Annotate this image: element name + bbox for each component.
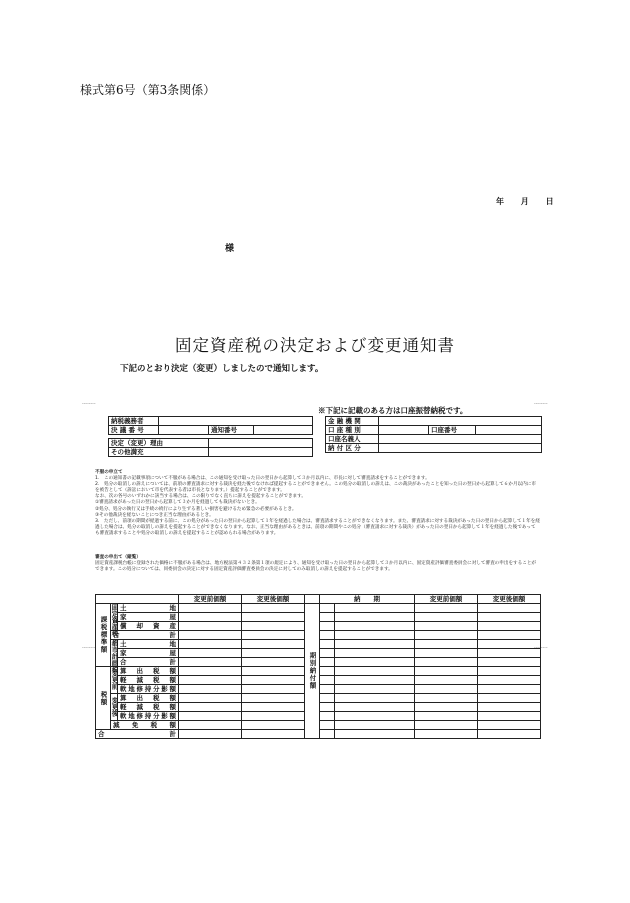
row-label: 軽 減 税 額 — [118, 676, 179, 685]
date-day: 日 — [545, 196, 555, 206]
cell — [242, 676, 305, 685]
cell — [320, 649, 335, 658]
right-fold-mark: -------- — [534, 401, 548, 407]
appeal-notes — [95, 470, 540, 537]
cell — [179, 640, 242, 649]
cell — [415, 631, 478, 640]
left-fold-mark-2: -------- — [82, 645, 96, 651]
row-label: 土 地 — [118, 640, 179, 649]
row-label: 軽 減 税 額 — [118, 703, 179, 712]
taxpayer-label: 納税義務者 — [109, 417, 159, 426]
cell — [320, 622, 335, 631]
other-value — [209, 448, 313, 457]
cell — [242, 622, 305, 631]
cell — [335, 658, 415, 667]
cell — [320, 667, 335, 676]
cell — [335, 721, 415, 730]
cell — [415, 712, 478, 721]
header-blank — [96, 595, 179, 604]
holder-value — [379, 435, 542, 444]
date-month: 月 — [520, 196, 530, 206]
cell — [415, 613, 478, 622]
cell — [320, 640, 335, 649]
date-line — [496, 196, 567, 207]
row-label: 合 計 — [118, 658, 179, 667]
cell — [179, 622, 242, 631]
cell — [415, 676, 478, 685]
cell — [335, 631, 415, 640]
form-reference: 様式第6号（第3条関係） — [80, 83, 216, 97]
addressee-suffix: 様 — [225, 244, 235, 254]
taxpayer-value — [159, 417, 313, 426]
cell — [242, 667, 305, 676]
cell — [478, 631, 541, 640]
row-label: 償 却 資 産 — [118, 622, 179, 631]
cell — [320, 703, 335, 712]
cell — [415, 694, 478, 703]
cell — [242, 694, 305, 703]
cell — [415, 622, 478, 631]
account-type-value — [379, 426, 429, 435]
holder-label: 口座名義人 — [326, 435, 379, 444]
cell — [242, 631, 305, 640]
cell — [415, 640, 478, 649]
cell — [335, 676, 415, 685]
cell — [242, 649, 305, 658]
col-after-header: 変更後価額 — [242, 595, 305, 604]
appeal-item: 1. この通知書の記載事項について不服がある場合は、この通知を受け取った日の翌日から起算して３か月以内に、市長に対して審査請求をすることができます。 — [95, 476, 430, 482]
cell — [478, 730, 541, 739]
cell — [242, 658, 305, 667]
row-label: 合 計 — [111, 631, 179, 640]
row-label: 軟地修持分影額 — [118, 685, 179, 694]
cell — [320, 604, 335, 613]
cell — [335, 604, 415, 613]
cell — [415, 667, 478, 676]
levy-no-label: 決 議 番 号 — [109, 426, 159, 435]
cell — [335, 730, 415, 739]
cell — [242, 685, 305, 694]
appeal-item: 2. 処分の取消しの訴えについては、前項の審査請求に対する裁決を経た後でなければ提起することができません。この処分の取消しの訴えは、この裁決があったことを知った日の翌日から起算して６か月以内に市を被告として（訴訟において市を代表する者は市長となります。）提起することができます。 — [95, 482, 536, 494]
bank-value — [379, 417, 542, 426]
notice-subtitle: 下記のとおり決定（変更）しましたので通知します。 — [120, 364, 324, 374]
cell — [335, 685, 415, 694]
cell — [242, 712, 305, 721]
appeal-item: ①審査請求があった日の翌日から起算して３か月を経過しても裁決がないとき。 — [95, 500, 260, 506]
col-period-header: 納 期 — [320, 595, 415, 604]
appeal-heading: 不服の申立て — [95, 470, 123, 475]
col-after2-header: 変更後価額 — [478, 595, 541, 604]
cell — [320, 694, 335, 703]
sub-fixed-asset: 固定資産税 — [110, 604, 119, 637]
sub-after: 変更後 — [111, 694, 118, 721]
notice-title: 固定資産税の決定および変更通知書 — [175, 336, 455, 355]
cell — [415, 649, 478, 658]
review-heading: 審査の申出て（縦覧） — [95, 555, 141, 560]
cell — [478, 622, 541, 631]
appeal-item: ③その他裁決を経ないことにつき正当な理由があるとき。 — [95, 512, 214, 518]
cell — [242, 613, 305, 622]
category-value — [379, 444, 542, 453]
review-text: 固定資産課税台帳に登録された価格に不服がある場合は、地方税法第４３２条第１項の規定により、通知を受け取った日の翌日から起算して３か月以内に、固定資産評価審査委員会に対して審査の申出をすることができます。この処分については、同委員会の決定に対する固定資産評価審査委員会の決定に対してのみ取消しの訴えを提起することができます。 — [95, 561, 537, 573]
cell — [415, 604, 478, 613]
cell — [478, 613, 541, 622]
cell — [478, 694, 541, 703]
col-before2-header: 変更前価額 — [415, 595, 478, 604]
sub-city-planning: 都市計画税 — [110, 640, 119, 673]
right-fold-mark-2: -------- — [534, 645, 548, 651]
cell — [335, 694, 415, 703]
cell — [179, 703, 242, 712]
cell — [179, 658, 242, 667]
row-label: 家 屋 — [118, 649, 179, 658]
appeal-item: ②処分、処分の執行又は手続の続行により生ずる著しい損害を避けるため緊急の必要があるとき。 — [95, 506, 297, 512]
cell — [320, 685, 335, 694]
group-tax: 税額 — [96, 667, 111, 730]
row-label: 家 屋 — [118, 613, 179, 622]
sub-before: 変更前 — [111, 667, 118, 694]
cell — [320, 676, 335, 685]
cell — [478, 676, 541, 685]
cell — [179, 685, 242, 694]
account-no-value — [476, 426, 542, 435]
cell — [179, 730, 242, 739]
cell — [335, 703, 415, 712]
levy-no-value — [159, 426, 209, 435]
appeal-item: なお、次の各号のいずれかに該当する場合は、この限りでなく直ちに訴えを提起することができます。 — [95, 494, 306, 500]
cell — [335, 622, 415, 631]
cell — [415, 703, 478, 712]
cell — [179, 676, 242, 685]
cell — [179, 694, 242, 703]
cell — [320, 712, 335, 721]
row-label: 減 免 税 額 — [111, 721, 179, 730]
account-type-label: 口 座 種 別 — [326, 426, 379, 435]
cell — [320, 613, 335, 622]
cell — [242, 730, 305, 739]
cell — [415, 721, 478, 730]
cell — [478, 667, 541, 676]
cell — [179, 712, 242, 721]
reason-label: 決定（変更）理由 — [109, 439, 209, 448]
row-label: 土 地 — [118, 604, 179, 613]
cell — [320, 658, 335, 667]
row-label: 算 出 税 額 — [118, 667, 179, 676]
cell — [478, 712, 541, 721]
cell — [335, 640, 415, 649]
cell — [179, 604, 242, 613]
cell — [335, 613, 415, 622]
cell — [415, 658, 478, 667]
period-label: 期別納付額 — [305, 604, 320, 739]
group-tax-base: 課税標準額 — [96, 604, 111, 667]
reason-value — [209, 439, 313, 448]
cell — [242, 703, 305, 712]
category-label: 納 付 区 分 — [326, 444, 379, 453]
cell — [179, 631, 242, 640]
cell — [415, 730, 478, 739]
cell — [478, 604, 541, 613]
cell — [478, 685, 541, 694]
row-label: 算 出 税 額 — [118, 694, 179, 703]
notice-no-value — [254, 426, 313, 435]
cell — [478, 703, 541, 712]
account-no-label: 口座番号 — [429, 426, 476, 435]
header-blank-2 — [305, 595, 320, 604]
cell — [242, 604, 305, 613]
tax-amount-table — [95, 594, 541, 739]
cell — [179, 721, 242, 730]
row-label-total: 合 計 — [96, 730, 179, 739]
other-label: その他満充 — [109, 448, 209, 457]
bank-info-table — [325, 416, 542, 453]
col-before-header: 変更前価額 — [179, 595, 242, 604]
cell — [415, 685, 478, 694]
cell — [179, 613, 242, 622]
cell — [478, 640, 541, 649]
cell — [478, 721, 541, 730]
cell — [242, 640, 305, 649]
bank-label: 金 融 機 関 — [326, 417, 379, 426]
date-year: 年 — [496, 196, 505, 206]
notice-no-label: 通知番号 — [209, 426, 254, 435]
left-fold-mark: -------- — [82, 401, 96, 407]
cell — [320, 721, 335, 730]
cell — [179, 667, 242, 676]
direct-debit-note: ※下記に記載のある方は口座振替納税です。 — [318, 406, 468, 415]
cell — [320, 730, 335, 739]
cell — [179, 649, 242, 658]
review-notes — [95, 555, 540, 573]
cell — [320, 631, 335, 640]
cell — [478, 658, 541, 667]
cell — [335, 667, 415, 676]
appeal-item: 3. ただし、前項の期間が経過する前に、この処分があった日の翌日から起算して１年を経過した場合は、審査請求することができなくなります。また、審査請求に対する裁決があった日の翌日から起算して１年を経過した場合は、処分の取消しの訴えを提起することができなくなります。なお、正当な理由があるときは、前項の期間やこの処分（審査請求に対する裁決）があった日の翌日から起算して１年を経過した後であっても審査請求することや処分の取消しの訴えを提起することが認められる場合があります。 — [95, 518, 540, 536]
cell — [242, 721, 305, 730]
cell — [478, 649, 541, 658]
taxpayer-info-table — [108, 416, 313, 457]
row-label: 軟地修持分影額 — [118, 712, 179, 721]
cell — [335, 649, 415, 658]
cell — [335, 712, 415, 721]
